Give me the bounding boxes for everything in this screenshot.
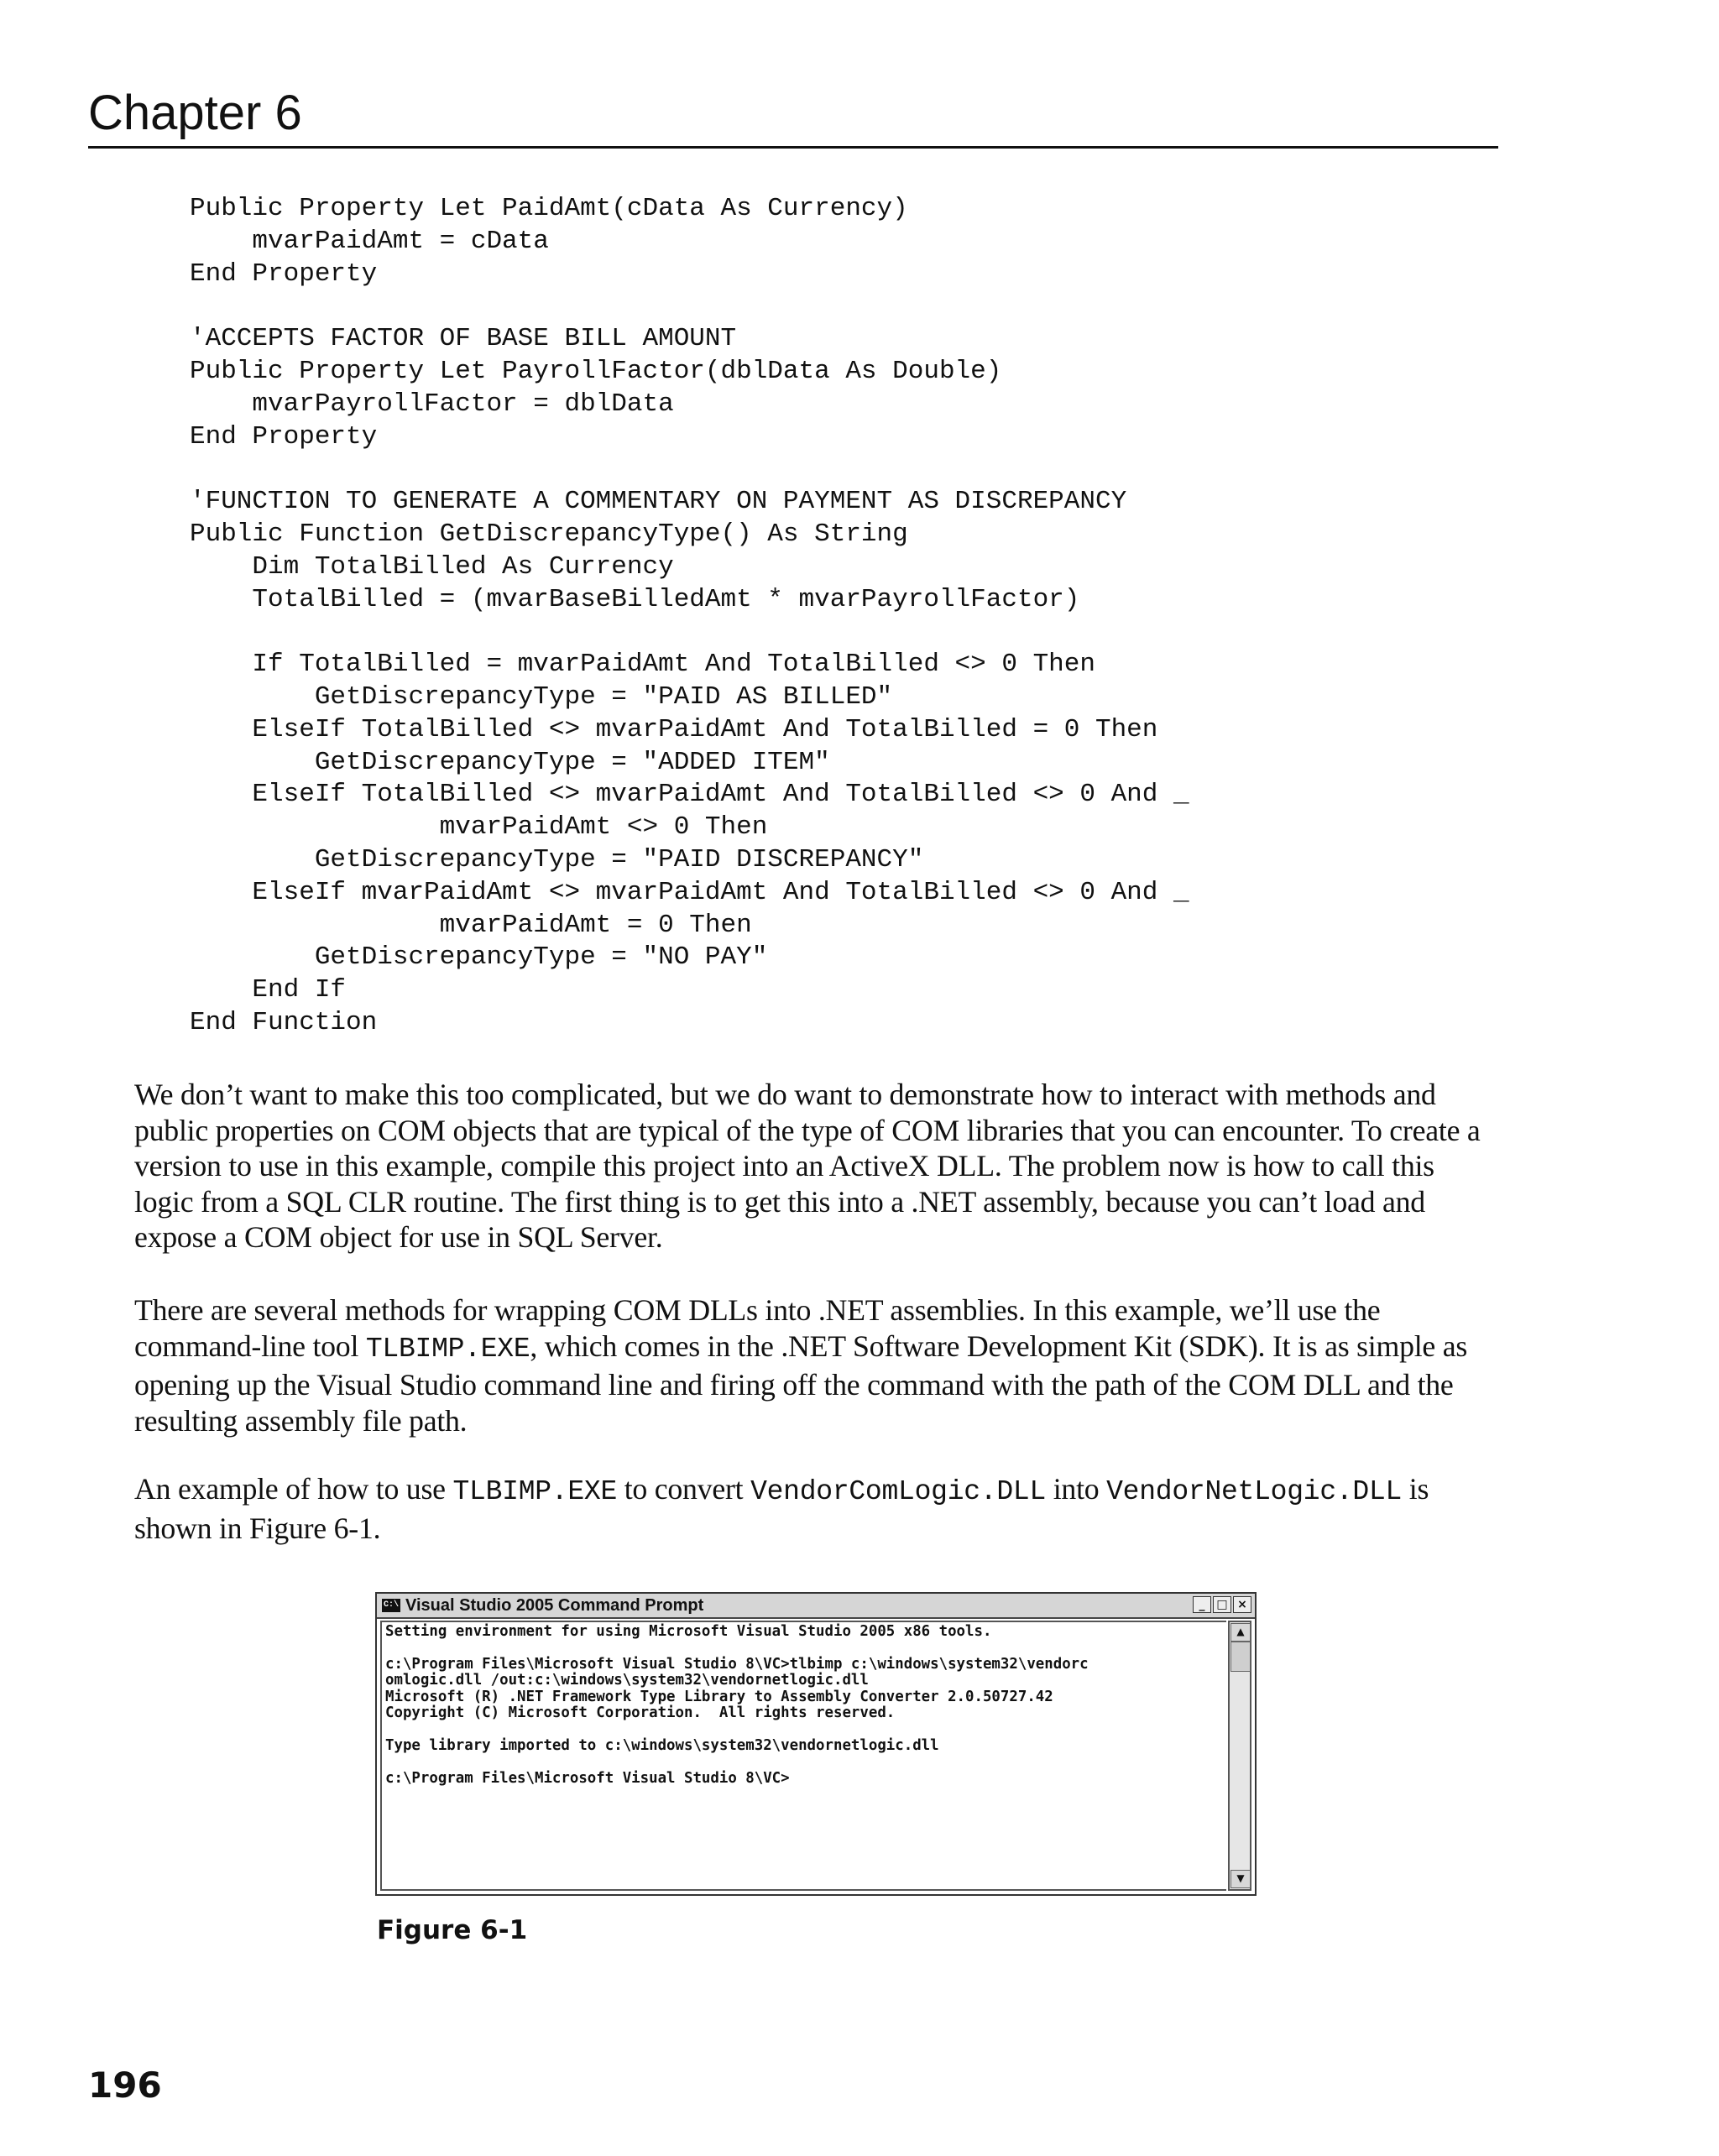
code-line: End Property <box>190 258 378 289</box>
code-line: Public Property Let PaidAmt(cData As Currency) <box>190 194 908 223</box>
code-line: GetDiscrepancyType = "NO PAY" <box>190 942 768 973</box>
window-titlebar[interactable] <box>377 1594 1255 1619</box>
code-line: End If <box>190 975 347 1005</box>
body-paragraph-com-interop: We don’t want to make this too complicated, but we do want to demonstrate how to interact with methods and public properties on COM objects that are typical of the type of COM libraries that you can encounter. To create a version to use in this example, compile this project into an ActiveX DLL. The problem now is how to call this logic from a SQL CLR routine. The first thing is to get this into a .NET assembly, because you can’t load and expose a COM object for use in SQL Server. <box>134 1078 1481 1255</box>
console-line: Microsoft (R) .NET Framework Type Library to Assembly Converter 2.0.50727.42 <box>385 1688 1053 1705</box>
body-paragraph-tlbimp-example <box>134 1471 1494 1546</box>
code-line: Public Function GetDiscrepancyType() As String <box>190 519 908 549</box>
console-line: Copyright (C) Microsoft Corporation. All rights reserved. <box>385 1704 896 1721</box>
scroll-down-icon[interactable]: ▼ <box>1230 1870 1251 1888</box>
console-line: omlogic.dll /out:c:\windows\system32\vendornetlogic.dll <box>385 1672 869 1689</box>
paragraph-text: to convert <box>617 1472 751 1506</box>
code-line: End Function <box>190 1007 378 1037</box>
maximize-button[interactable]: □ <box>1213 1596 1231 1613</box>
code-line <box>190 616 1449 649</box>
inline-code: TLBIMP.EXE <box>452 1476 618 1507</box>
close-button[interactable]: × <box>1233 1596 1251 1613</box>
code-line: TotalBilled = (mvarBaseBilledAmt * mvarPayrollFactor) <box>190 584 1080 614</box>
code-line: Public Property Let PayrollFactor(dblData As Double) <box>190 356 1002 386</box>
console-line: Setting environment for using Microsoft Visual Studio 2005 x86 tools. <box>385 1623 992 1640</box>
window-title: Visual Studio 2005 Command Prompt <box>405 1595 704 1615</box>
code-line: Dim TotalBilled As Currency <box>190 551 674 582</box>
code-line: 'FUNCTION TO GENERATE A COMMENTARY ON PAYMENT AS DISCREPANCY <box>190 487 1127 517</box>
code-line: ElseIf TotalBilled <> mvarPaidAmt And TotalBilled <> 0 And _ <box>190 780 1189 810</box>
console-line: c:\Program Files\Microsoft Visual Studio 8\VC>tlbimp c:\windows\system32\vendorc <box>385 1655 1089 1673</box>
code-line: mvarPaidAmt = 0 Then <box>190 910 752 940</box>
code-line: ElseIf TotalBilled <> mvarPaidAmt And TotalBilled = 0 Then <box>190 714 1158 744</box>
chapter-title: Chapter 6 <box>88 84 1498 149</box>
code-line: ElseIf mvarPaidAmt <> mvarPaidAmt And TotalBilled <> 0 And _ <box>190 877 1189 907</box>
body-paragraph-wrapping-methods <box>134 1292 1494 1438</box>
code-line: GetDiscrepancyType = "ADDED ITEM" <box>190 747 830 777</box>
inline-code: TLBIMP.EXE <box>365 1333 530 1365</box>
code-line: mvarPaidAmt <> 0 Then <box>190 812 768 843</box>
paragraph-text: An example of how to use <box>134 1472 453 1506</box>
inline-code: VendorComLogic.DLL <box>750 1476 1047 1507</box>
window-controls <box>1193 1596 1251 1613</box>
page-number: 196 <box>88 2065 162 2106</box>
minimize-button[interactable]: _ <box>1193 1596 1211 1613</box>
code-line: mvarPaidAmt = cData <box>190 226 549 256</box>
paragraph-text: is shown in Figure 6-1. <box>134 1472 1429 1545</box>
code-line: mvarPayrollFactor = dblData <box>190 389 674 419</box>
command-prompt-icon: C:\ <box>382 1599 400 1612</box>
code-line: GetDiscrepancyType = "PAID DISCREPANCY" <box>190 844 924 874</box>
paragraph-text: There are several methods for wrapping COM DLLs into .NET assemblies. In this example, we’ll use the command-line tool <box>134 1293 1381 1363</box>
inline-code: VendorNetLogic.DLL <box>1106 1476 1403 1507</box>
console-output[interactable] <box>380 1621 1226 1891</box>
console-line: Type library imported to c:\windows\system32\vendornetlogic.dll <box>385 1736 939 1754</box>
code-line: End Property <box>190 421 378 452</box>
code-listing <box>190 193 1449 1040</box>
console-line: c:\Program Files\Microsoft Visual Studio 8\VC> <box>385 1769 790 1787</box>
console-line <box>385 1640 1223 1656</box>
console-line <box>385 1721 1223 1737</box>
code-line <box>190 453 1449 486</box>
code-line: If TotalBilled = mvarPaidAmt And TotalBilled <> 0 Then <box>190 650 1095 680</box>
figure-caption: Figure 6-1 <box>377 1915 528 1945</box>
code-line <box>190 290 1449 323</box>
scroll-thumb[interactable] <box>1230 1642 1251 1672</box>
paragraph-text: into <box>1046 1472 1107 1506</box>
code-line: GetDiscrepancyType = "PAID AS BILLED" <box>190 681 893 712</box>
scroll-up-icon[interactable]: ▲ <box>1230 1623 1251 1642</box>
console-line <box>385 1754 1223 1770</box>
command-prompt-window <box>375 1592 1257 1896</box>
code-line: 'ACCEPTS FACTOR OF BASE BILL AMOUNT <box>190 324 737 354</box>
paragraph-text: , which comes in the .NET Software Development Kit (SDK). It is as simple as opening up the Visual Studio command line and firing off the command with the path of the COM DLL and the resulting assembly file path. <box>134 1329 1468 1438</box>
vertical-scrollbar[interactable] <box>1228 1621 1251 1891</box>
